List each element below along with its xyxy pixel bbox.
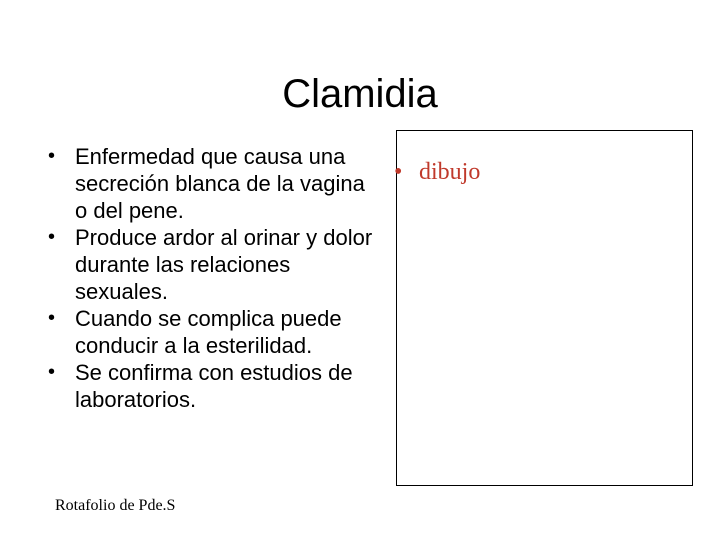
bullet-item — [48, 224, 378, 305]
bullet-text: Produce ardor al orinar y dolor durante las relaciones sexuales. — [75, 225, 373, 304]
drawing-label-text: dibujo — [419, 159, 481, 185]
bullet-list — [48, 143, 378, 413]
bullet-item — [48, 305, 378, 359]
bullet-text: Enfermedad que causa una secreción blanca de la vagina o del pene. — [75, 144, 365, 223]
bullet-item — [48, 143, 378, 224]
bullet-text: Cuando se complica puede conducir a la esterilidad. — [75, 306, 342, 358]
footer-credit: Rotafolio de Pde.S — [55, 497, 176, 514]
bullet-dot-icon: • — [48, 307, 56, 329]
bullet-item — [48, 359, 378, 413]
bullet-text: Se confirma con estudios de laboratorios. — [75, 360, 353, 412]
bullet-dot-icon: • — [48, 226, 56, 248]
slide-title: Clamidia — [282, 72, 438, 116]
drawing-label — [394, 157, 480, 187]
bullet-dot-icon: • — [48, 361, 56, 383]
bullet-dot-icon: • — [48, 145, 56, 167]
drawing-bullet-icon: • — [394, 159, 403, 185]
